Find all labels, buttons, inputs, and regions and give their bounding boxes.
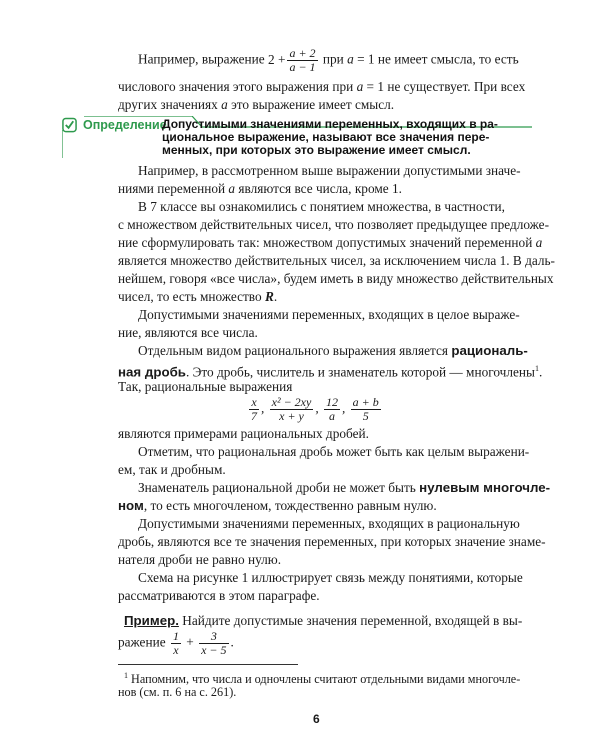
body-p6-line-2: ном, то есть многочленом, тождественно равным нулю. [118, 498, 437, 513]
body-p7-line-3: нателя дроби не равно нулю. [118, 552, 282, 567]
intro-line-1: Например, выражение 2 + $\frac{a + 2}{a - 1}$ при a = 1 не имеет смысла, то есть [138, 46, 519, 74]
fraction-3-over-x-minus-5: $\frac{3}{x - 5}$ [201, 629, 227, 657]
body-p4-line-3: Так, рациональные выражения [118, 379, 293, 394]
body-p2-line-1: В 7 классе вы ознакомились с понятием множества, в частности, [138, 199, 505, 214]
page-number: 6 [313, 712, 320, 726]
body-p5-line-1: Отметим, что рациональная дробь может быть как целым выражени- [138, 444, 530, 459]
body-p5-line-2: ем, так и дробным. [118, 462, 226, 477]
body-p2-line-4: является множество действительных чисел, за исключением числа 1. В даль- [118, 253, 555, 268]
body-p3-line-1: Допустимыми значениями переменных, входящих в целое выраже- [138, 307, 520, 322]
body-p4-line-1: Отдельным видом рационального выражения является рациональ- [138, 343, 528, 358]
fraction-1-over-x: $\frac{1}{x}$ [172, 629, 179, 657]
body-p2-line-3: ние сформулировать так: множеством допустимых значений переменной a [118, 235, 543, 250]
definition-text: Допустимыми значениями переменных, входящих в ра- циональное выражение, называют все значения пере- менных, при которых это выражение имеет смысл. [162, 117, 498, 157]
fraction-12-over-a: $\frac{12}{a}$ [326, 395, 338, 423]
body-p6-line-1: Знаменатель рациональной дроби не может быть нулевым многочле- [138, 480, 551, 495]
body-p1-line-2: ниями переменной a являются все числа, кроме 1. [118, 181, 402, 196]
footnote-line-1: $^1$ Напомним, что числа и одночлены считают отдельными видами многочле- [124, 671, 521, 687]
fraction-x-over-7: $\frac{x}{7}$ [251, 395, 257, 423]
intro-line-2: числового значения этого выражения при a = 1 не существует. При всех [118, 79, 526, 94]
body-p4-line-5: являются примерами рациональных дробей. [118, 426, 369, 441]
body-p2-line-6: чисел, то есть множество R. [118, 289, 278, 304]
rational-fractions-examples: $\frac{x}{7}$ , $\frac{\text{x² − 2xy}}{x + y}$ , $\frac{12}{a}$ , $\frac{a + b}{5}$ [251, 395, 379, 423]
body-p7-line-2: дробь, являются все те значения переменных, при которых значение знаме- [118, 534, 546, 549]
checkbox-icon [62, 104, 77, 146]
body-p7-line-1: Допустимыми значениями переменных, входящих в рациональную [138, 516, 520, 531]
example-line-2: ражение $\frac{1}{x}$ + $\frac{3}{x - 5}$ . [118, 629, 234, 657]
body-p2-line-5: нейшем, говоря «все числа», будем иметь в виду множество действительных [118, 271, 554, 286]
body-p8-line-1: Схема на рисунке 1 иллюстрирует связь между понятиями, которые [138, 570, 523, 585]
definition-header [62, 116, 167, 134]
expression-2-plus-fraction: 2 + $\frac{a + 2}{a - 1}$ [267, 46, 316, 74]
example-line-1: Пример. Найдите допустимые значения переменной, входящей в вы- [124, 613, 523, 628]
footnote-line-2: нов (см. п. 6 на с. 261). [118, 685, 237, 699]
body-p2-line-2: с множеством действительных чисел, что позволяет предыдущее предложе- [118, 217, 550, 232]
body-p1-line-1: Например, в рассмотренном выше выражении допустимыми значе- [138, 163, 521, 178]
intro-line-3: других значениях a это выражение имеет смысл. [118, 97, 395, 112]
fraction-a-plus-b-over-5: $\frac{a + b}{5}$ [352, 395, 379, 423]
definition-label: Определение [83, 118, 167, 132]
footnote-divider [118, 664, 298, 665]
body-p4-line-2: ная дробь. Это дробь, числитель и знаменатель которой — многочлены$^1$. [118, 364, 543, 380]
definition-box [62, 116, 532, 158]
example-label: Пример. [124, 613, 179, 628]
fraction-x2-2xy-over-x-plus-y: $\frac{\text{x² − 2xy}}{x + y}$ [271, 395, 312, 423]
body-p3-line-2: ние, являются все числа. [118, 325, 258, 340]
body-p8-line-2: рассматриваются в этом параграфе. [118, 588, 320, 603]
